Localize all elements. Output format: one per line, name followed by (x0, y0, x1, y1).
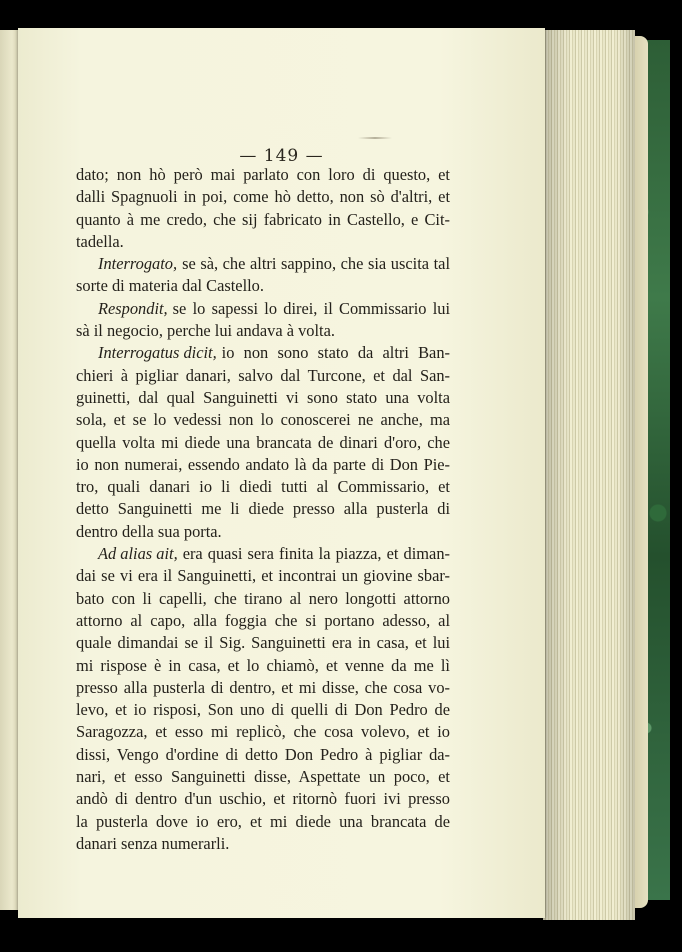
text-line (76, 610, 450, 632)
line-text: danari senza numerarli. (76, 833, 230, 853)
line-text: sà il negocio, perche lui andava à volta. (76, 321, 335, 341)
line-text: quella volta mi diede una brancata de dinari d'oro, che (76, 432, 450, 452)
line-text: bato con li capelli, che tirano al nero longotti attorno (76, 588, 450, 608)
text-line (76, 164, 450, 186)
speaker-lead: Interrogatus dicit, (98, 343, 217, 363)
line-text: levo, et io risposi, Son uno di quelli di Don Pedro de (76, 700, 450, 720)
line-text: andò di dentro d'un uschio, et ritornò fuori ivi presso (76, 789, 450, 809)
line-text: dai se vi era il Sanguinetti, et incontrai un giovine sbar- (76, 566, 450, 586)
line-text: tadella. (76, 231, 124, 251)
text-line (76, 699, 450, 721)
line-text: la pusterla dove io ero, et mi diede una brancata de (76, 811, 450, 831)
fore-edge-shading (543, 30, 635, 920)
text-line (76, 409, 450, 431)
line-text: attorno al capo, alla foggia che si portano adesso, al (76, 610, 450, 630)
text-line (76, 186, 450, 208)
text-line (76, 342, 450, 364)
text-line (76, 833, 450, 855)
line-text: io non sono stato da altri Ban- (221, 343, 450, 363)
text-line (76, 432, 450, 454)
line-text: sola, et se lo vedessi non lo conoscerei ne anche, ma (76, 410, 450, 430)
line-text: presso alla pusterla di dentro, et mi disse, che cosa vo- (76, 677, 450, 697)
line-text: dato; non hò però mai parlato con loro di questo, et (76, 165, 450, 184)
text-line (76, 565, 450, 587)
text-line (76, 632, 450, 654)
text-line (76, 320, 450, 342)
line-text: Saragozza, et esso mi replicò, che cosa volevo, et io (76, 722, 450, 742)
body-text (76, 164, 450, 855)
faint-mark (358, 137, 392, 139)
line-text: dentro della sua porta. (76, 521, 222, 541)
text-line (76, 766, 450, 788)
line-text: io non numerai, essendo andato là da parte di Don Pie- (76, 454, 450, 474)
line-text: quale dimandai se il Sig. Sanguinetti era in casa, et lui (76, 633, 450, 653)
text-line (76, 588, 450, 610)
line-text: se sà, che altri sappino, che sia uscita tal (182, 254, 450, 274)
text-line (76, 521, 450, 543)
text-line (76, 788, 450, 810)
speaker-lead: Respondit, (98, 298, 168, 318)
text-line (76, 811, 450, 833)
line-text: chieri à pigliar danari, salvo dal Turcone, et dal San- (76, 365, 450, 385)
line-text: quanto à me credo, che sij fabricato in Castello, e Cit- (76, 209, 450, 229)
text-line (76, 209, 450, 231)
page-number: — 149 — (239, 146, 324, 166)
line-text: nari, et esso Sanguinetti disse, Aspettate un poco, et (76, 767, 450, 787)
text-line (76, 231, 450, 253)
text-line (76, 744, 450, 766)
speaker-lead: Ad alias ait, (98, 544, 178, 564)
text-line (76, 298, 450, 320)
line-text: dissi, Vengo d'ordine di detto Don Pedro à pigliar da- (76, 744, 450, 764)
text-line (76, 365, 450, 387)
text-line (76, 677, 450, 699)
text-line (76, 498, 450, 520)
text-line (76, 275, 450, 297)
line-text: detto Sanguinetti me li diede presso alla pusterla di (76, 499, 450, 519)
text-line (76, 253, 450, 275)
line-text: dalli Spagnuoli in poi, come hò detto, non sò d'altri, et (76, 187, 450, 207)
book-page (18, 28, 545, 918)
text-line (76, 655, 450, 677)
line-text: se lo sapessi lo direi, il Commissario lui (172, 298, 450, 318)
line-text: sorte di materia dal Castello. (76, 276, 264, 296)
text-line (76, 454, 450, 476)
speaker-lead: Interrogato, (98, 254, 178, 274)
text-line (76, 387, 450, 409)
line-text: tro, quali danari io li diedi tutti al Commissario, et (76, 477, 450, 497)
line-text: guinetti, dal qual Sanguinetti vi sono stato una volta (76, 387, 450, 407)
text-line (76, 543, 450, 565)
line-text: era quasi sera finita la piazza, et diman- (182, 544, 450, 564)
facing-page-edge (0, 30, 20, 910)
text-line (76, 721, 450, 743)
line-text: mi rispose è in casa, et lo chiamò, et venne da me lì (76, 655, 450, 675)
text-line (76, 476, 450, 498)
